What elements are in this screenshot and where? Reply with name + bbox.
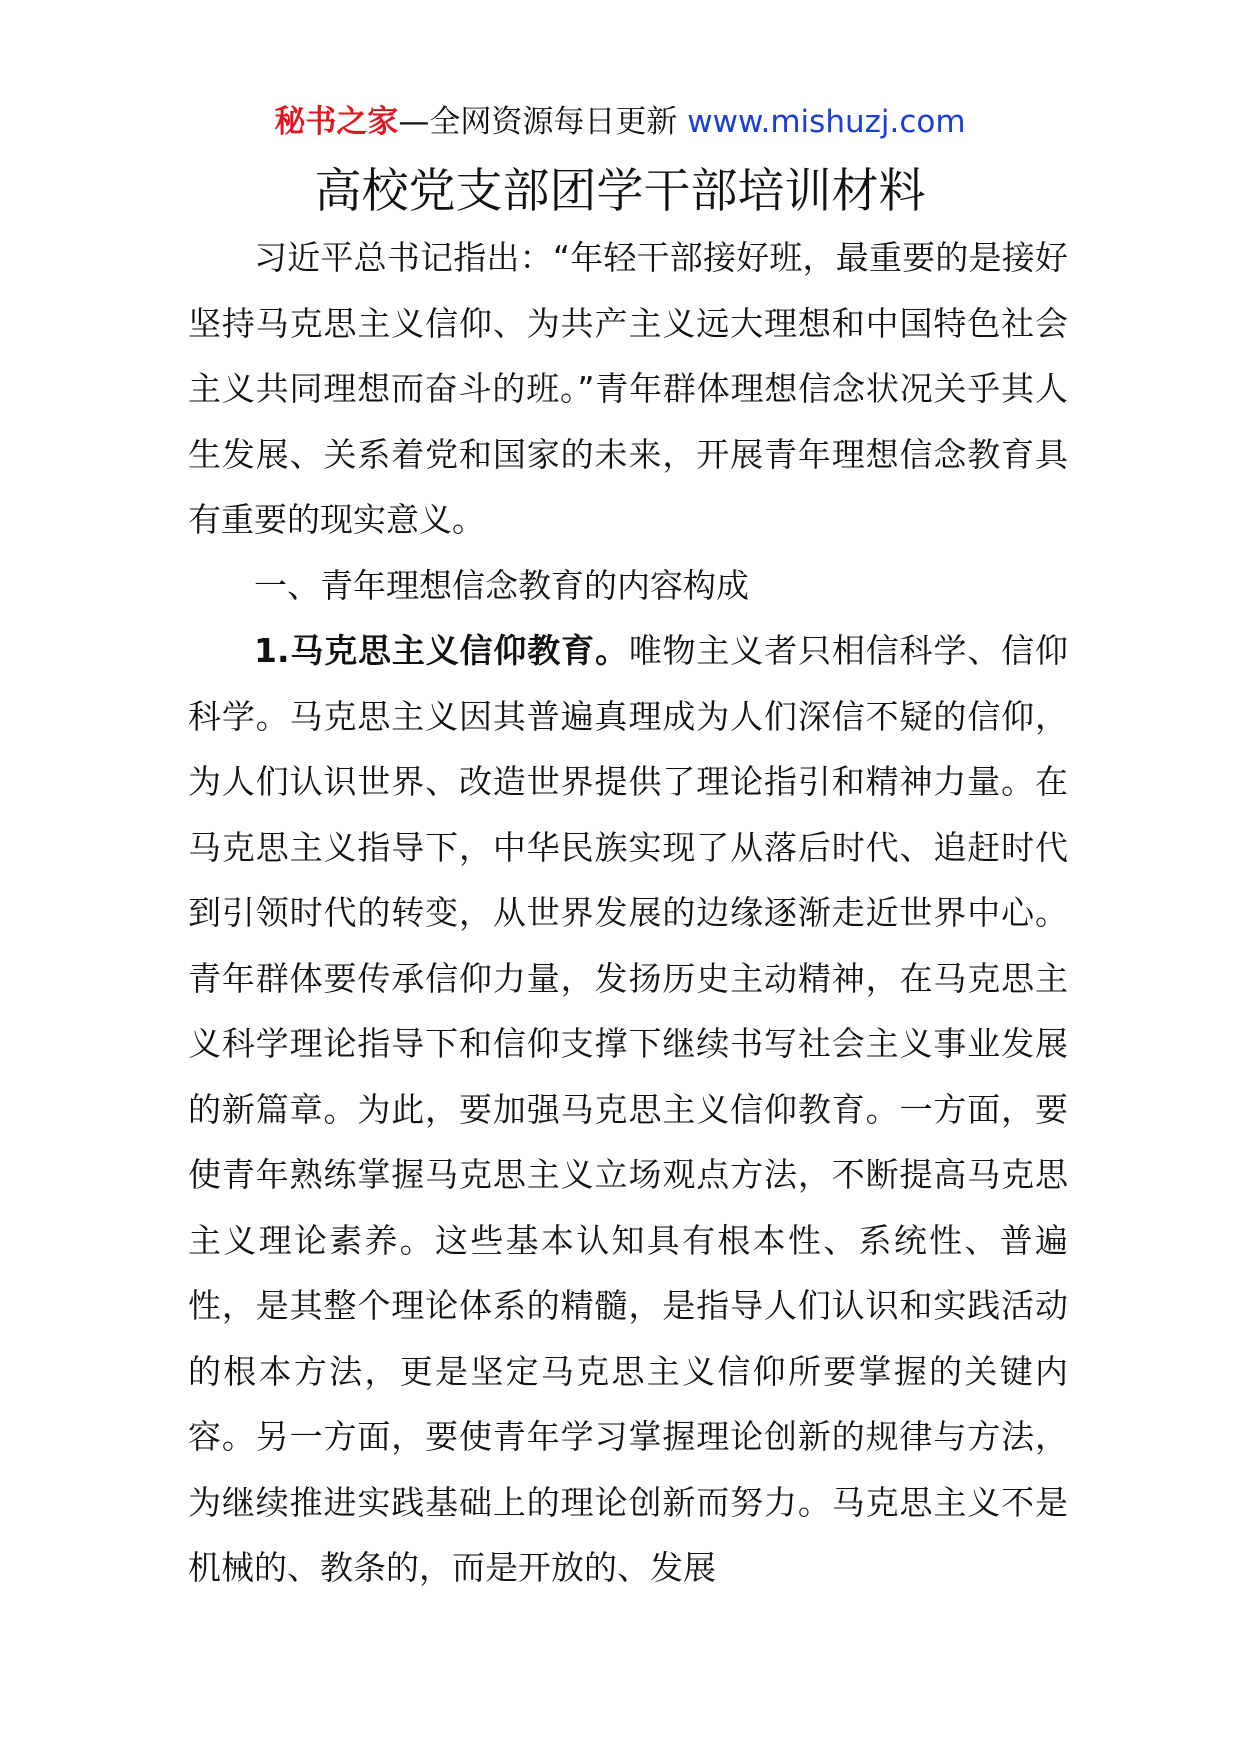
document-body bbox=[188, 225, 1068, 1601]
item-paragraph bbox=[188, 618, 1068, 1601]
site-header bbox=[0, 100, 1240, 144]
item-lead: 1.马克思主义信仰教育。 bbox=[254, 631, 629, 670]
site-url-link[interactable]: www.mishuzj.com bbox=[687, 104, 966, 140]
document-title: 高校党支部团学干部培训材料 bbox=[314, 164, 926, 219]
intro-paragraph: 习近平总书记指出：“年轻干部接好班，最重要的是接好坚持马克思主义信仰、为共产主义远大理想和中国特色社会主义共同理想而奋斗的班。”青年群体理想信念状况关乎其人生发展、关系着党和国家的未来，开展青年理想信念教育具有重要的现实意义。 bbox=[188, 238, 1068, 539]
header-tagline: —全网资源每日更新 bbox=[398, 104, 688, 140]
section-heading: 一、青年理想信念教育的内容构成 bbox=[254, 565, 749, 605]
brand-name: 秘书之家 bbox=[274, 104, 399, 140]
item-body: 唯物主义者只相信科学、信仰科学。马克思主义因其普遍真理成为人们深信不疑的信仰，为人们认识世界、改造世界提供了理论指引和精神力量。在马克思主义指导下，中华民族实现了从落后时代、追赶时代到引领时代的转变，从世界发展的边缘逐渐走近世界中心。青年群体要传承信仰力量，发扬历史主动精神，在马克思主义科学理论指导下和信仰支撑下继续书写社会主义事业发展的新篇章。为此，要加强马克思主义信仰教育。一方面，要使青年熟练掌握马克思主义立场观点方法，不断提高马克思主义理论素养。这些基本认知具有根本性、系统性、普遍性，是其整个理论体系的精髓，是指导人们认识和实践活动的根本方法，更是坚定马克思主义信仰所要掌握的关键内容。另一方面，要使青年学习掌握理论创新的规律与方法，为继续推进实践基础上的理论创新而努力。马克思主义不是机械的、教条的，而是开放的、发展 bbox=[188, 631, 1069, 1587]
